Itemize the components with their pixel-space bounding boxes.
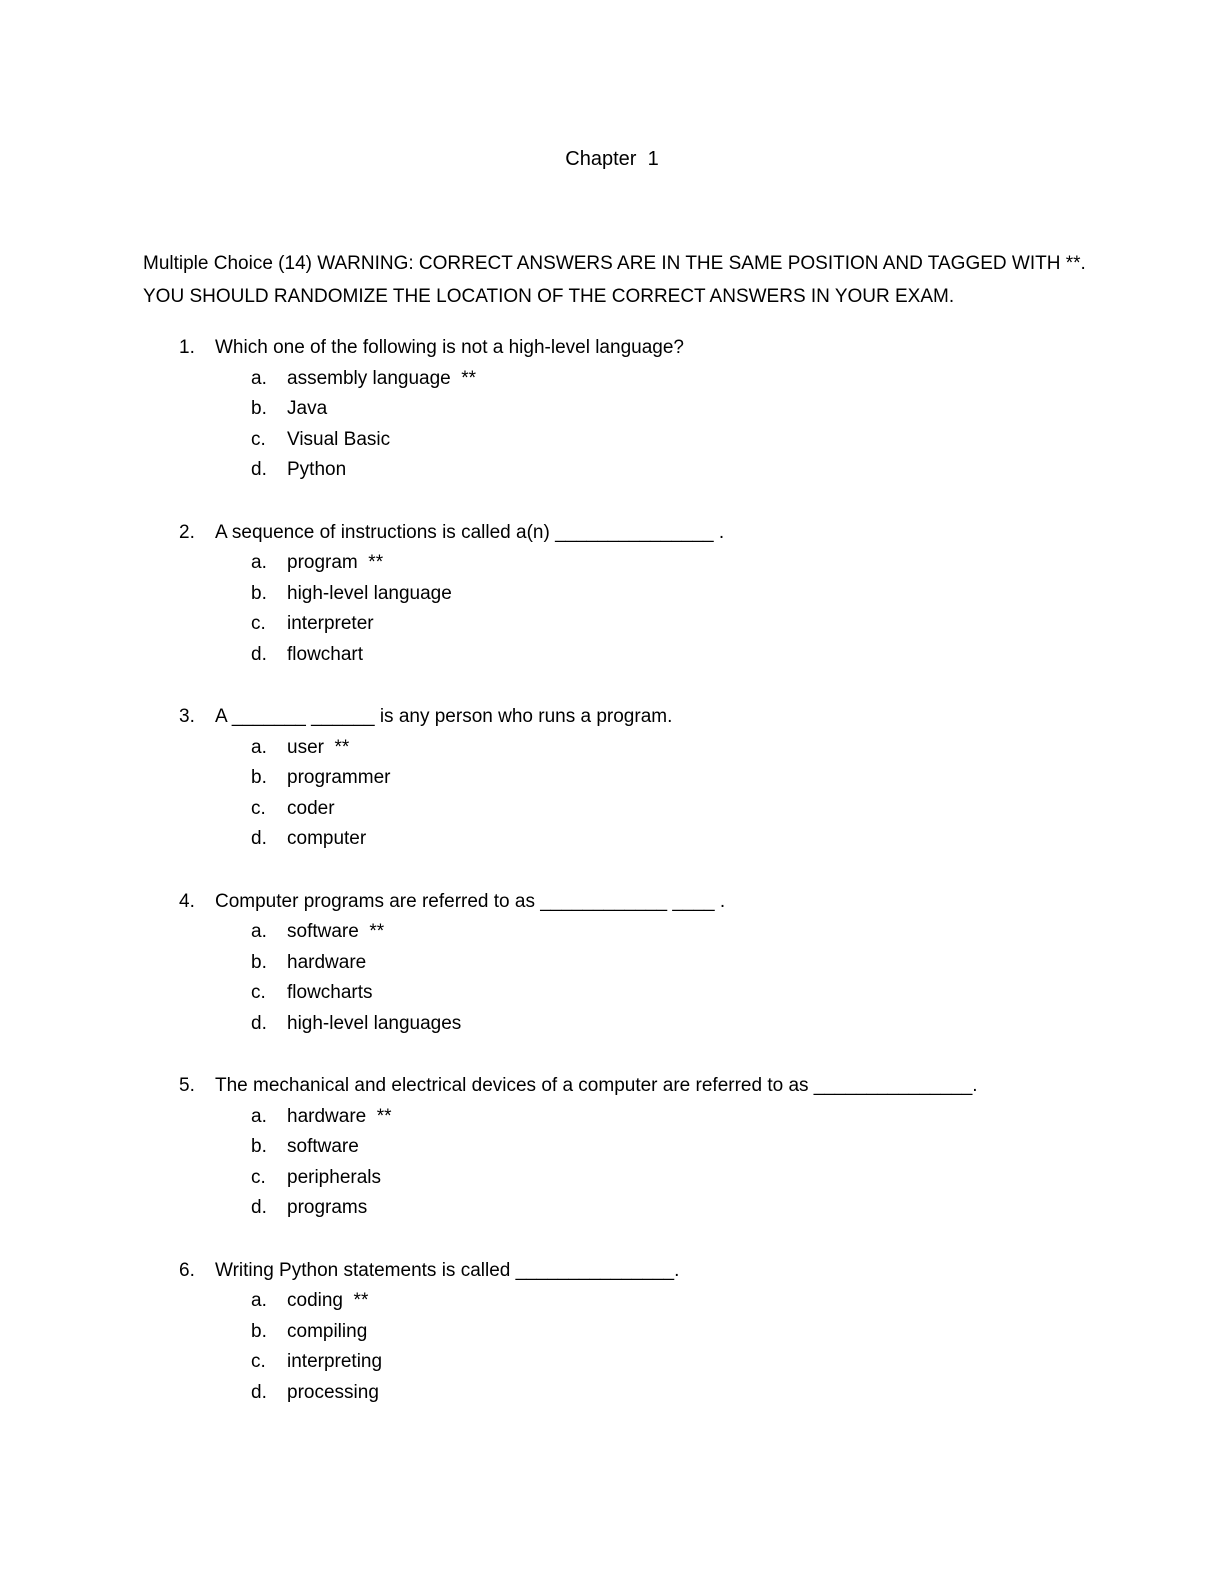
option-text: high-level language [287, 582, 452, 604]
option-text: software ** [287, 921, 385, 942]
option-letter: c. [251, 1166, 266, 1188]
option-row [0, 733, 1224, 764]
option-letter: d. [251, 1197, 267, 1218]
warning-line-1: Multiple Choice (14) WARNING: CORRECT ANSWERS ARE IN THE SAME POSITION AND TAGGED WITH **. [143, 253, 1086, 274]
option-text: program ** [287, 552, 384, 573]
option-row [0, 579, 1224, 610]
question-item-1 [0, 333, 1224, 486]
option-row [0, 455, 1224, 486]
question-number: 1. [179, 337, 195, 358]
question-number: 5. [179, 1075, 195, 1096]
question-text: The mechanical and electrical devices of a computer are referred to as _______________. [215, 1075, 978, 1096]
question-text: Which one of the following is not a high-level language? [215, 337, 684, 358]
option-text: Visual Basic [287, 428, 391, 450]
option-text: Python [287, 459, 347, 480]
option-row [0, 1102, 1224, 1133]
option-text: compiling [287, 1320, 368, 1342]
option-text: peripherals [287, 1166, 381, 1188]
option-text: Java [287, 398, 328, 419]
option-text: hardware [287, 951, 367, 973]
question-item-3 [0, 702, 1224, 855]
option-text: processing [287, 1381, 379, 1403]
option-row [0, 640, 1224, 671]
warning-paragraph [143, 247, 1224, 313]
option-row [0, 1378, 1224, 1409]
option-letter: c. [251, 797, 266, 819]
option-text: computer [287, 828, 367, 849]
option-row [0, 1347, 1224, 1378]
question-item-5 [0, 1071, 1224, 1224]
option-text: programmer [287, 767, 391, 788]
option-letter: c. [251, 428, 266, 450]
option-letter: a. [251, 1105, 267, 1127]
option-row [0, 364, 1224, 395]
option-text: coding ** [287, 1290, 369, 1311]
question-number: 2. [179, 521, 195, 543]
question-number: 4. [179, 890, 195, 912]
option-row [0, 824, 1224, 855]
option-text: software [287, 1136, 359, 1157]
question-text: A sequence of instructions is called a(n) _______________ . [215, 521, 725, 543]
option-letter: b. [251, 582, 267, 604]
option-row [0, 978, 1224, 1009]
option-letter: a. [251, 552, 267, 573]
option-row [0, 425, 1224, 456]
question-text: A _______ ______ is any person who runs a program. [215, 706, 673, 727]
question-item-6 [0, 1256, 1224, 1409]
option-row [0, 394, 1224, 425]
option-letter: d. [251, 643, 267, 665]
option-letter: a. [251, 1290, 267, 1311]
option-letter: c. [251, 982, 266, 1003]
question-line [0, 887, 1224, 918]
option-letter: c. [251, 613, 266, 634]
option-text: interpreting [287, 1351, 383, 1372]
question-line [0, 1071, 1224, 1102]
question-line [0, 1256, 1224, 1287]
question-list [0, 333, 1224, 1408]
option-row [0, 1193, 1224, 1224]
option-letter: d. [251, 459, 267, 480]
option-row [0, 609, 1224, 640]
option-row [0, 1009, 1224, 1040]
option-text: user ** [287, 736, 350, 758]
option-letter: d. [251, 1381, 267, 1403]
option-letter: d. [251, 828, 267, 849]
option-row [0, 1286, 1224, 1317]
option-letter: d. [251, 1012, 267, 1034]
option-letter: a. [251, 367, 267, 389]
option-letter: b. [251, 1320, 267, 1342]
question-line [0, 518, 1224, 549]
question-number: 6. [179, 1259, 195, 1281]
option-letter: a. [251, 921, 267, 942]
question-item-2 [0, 518, 1224, 671]
option-row [0, 1163, 1224, 1194]
option-letter: b. [251, 398, 267, 419]
question-text: Computer programs are referred to as ____________ ____ . [215, 890, 726, 912]
question-line [0, 333, 1224, 364]
option-text: high-level languages [287, 1012, 462, 1034]
question-text: Writing Python statements is called _______________. [215, 1259, 680, 1281]
chapter-title: Chapter 1 [565, 148, 659, 170]
option-letter: a. [251, 736, 267, 758]
option-row [0, 1132, 1224, 1163]
option-letter: b. [251, 767, 267, 788]
option-text: assembly language ** [287, 367, 477, 389]
option-text: interpreter [287, 613, 374, 634]
option-text: programs [287, 1197, 368, 1218]
option-row [0, 948, 1224, 979]
question-number: 3. [179, 706, 195, 727]
option-text: hardware ** [287, 1105, 392, 1127]
option-letter: b. [251, 1136, 267, 1157]
option-row [0, 917, 1224, 948]
option-text: coder [287, 797, 335, 819]
question-line [0, 702, 1224, 733]
option-letter: b. [251, 951, 267, 973]
warning-line-2: YOU SHOULD RANDOMIZE THE LOCATION OF THE CORRECT ANSWERS IN YOUR EXAM. [143, 286, 955, 307]
option-text: flowchart [287, 643, 364, 665]
question-item-4 [0, 887, 1224, 1040]
option-row [0, 763, 1224, 794]
option-row [0, 794, 1224, 825]
option-text: flowcharts [287, 982, 373, 1003]
option-letter: c. [251, 1351, 266, 1372]
option-row [0, 1317, 1224, 1348]
option-row [0, 548, 1224, 579]
